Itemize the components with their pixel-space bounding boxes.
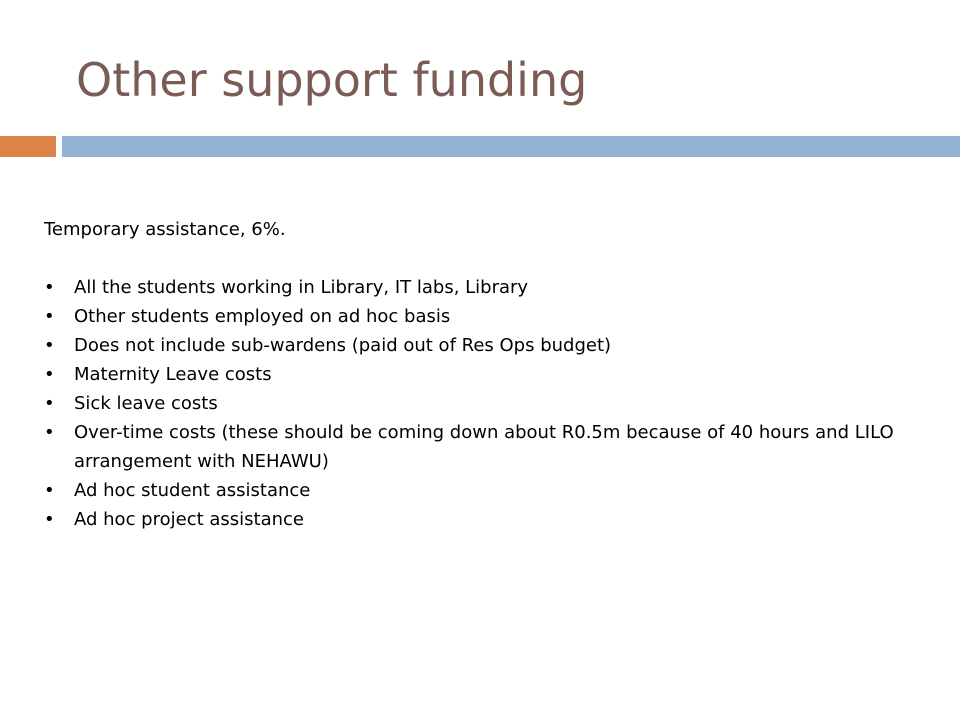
list-item-text: Other students employed on ad hoc basis xyxy=(74,306,451,327)
list-item xyxy=(44,360,924,389)
bullet-icon: • xyxy=(44,480,55,501)
list-item xyxy=(44,302,924,331)
list-item xyxy=(44,331,924,360)
list-item xyxy=(44,505,924,534)
list-item xyxy=(44,418,924,476)
bullet-icon: • xyxy=(44,393,55,414)
list-item-text: Ad hoc student assistance xyxy=(74,480,311,501)
bullet-icon: • xyxy=(44,335,55,356)
list-item-text: All the students working in Library, IT labs, Library xyxy=(74,277,529,298)
list-item xyxy=(44,476,924,505)
list-item-text: Over-time costs (these should be coming down about R0.5m because of 40 hours and LILO arrangement with NEHAWU) xyxy=(74,422,894,472)
bullet-icon: • xyxy=(44,422,55,443)
bullet-icon: • xyxy=(44,277,55,298)
bullet-icon: • xyxy=(44,509,55,530)
list-item-text: Does not include sub-wardens (paid out of Res Ops budget) xyxy=(74,335,612,356)
slide-title: Other support funding xyxy=(76,53,588,107)
slide-body xyxy=(44,215,924,534)
list-item xyxy=(44,273,924,302)
list-item xyxy=(44,389,924,418)
bullet-list xyxy=(44,273,924,534)
list-item-text: Sick leave costs xyxy=(74,393,218,414)
accent-bar-orange xyxy=(0,136,56,157)
accent-bar-blue xyxy=(62,136,960,157)
intro-text: Temporary assistance, 6%. xyxy=(44,219,286,240)
bullet-icon: • xyxy=(44,306,55,327)
list-item-text: Maternity Leave costs xyxy=(74,364,272,385)
bullet-icon: • xyxy=(44,364,55,385)
list-item-text: Ad hoc project assistance xyxy=(74,509,305,530)
